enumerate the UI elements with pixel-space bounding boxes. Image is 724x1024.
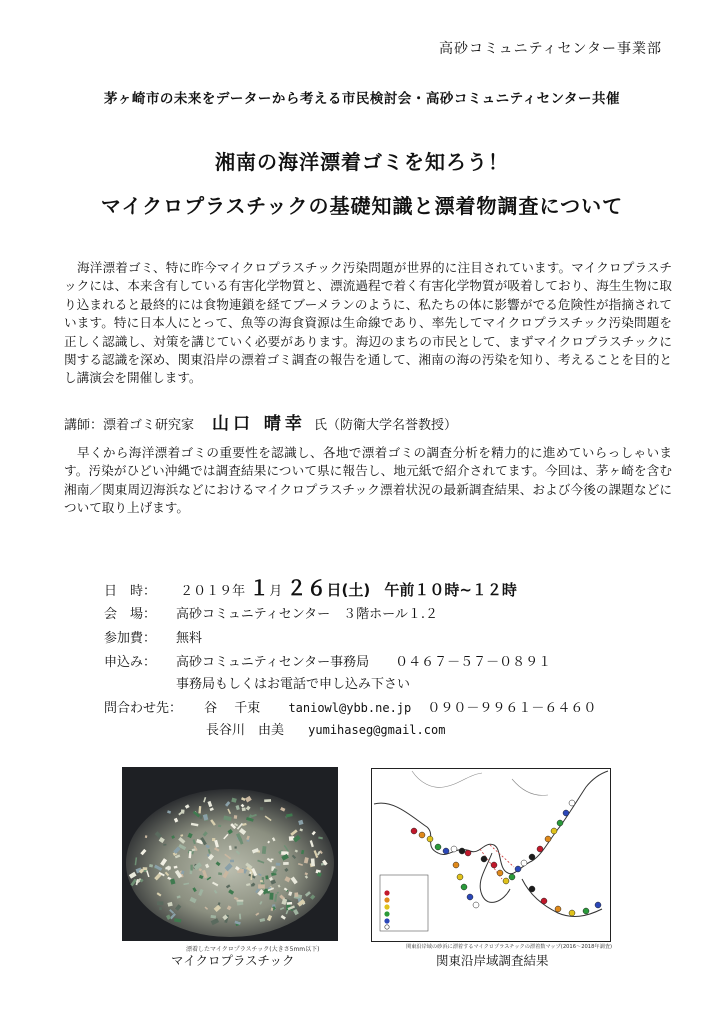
plastic-fragment bbox=[287, 902, 293, 905]
survey-marker bbox=[503, 878, 509, 884]
map-small-caption: 関東沿岸域の砂浜に漂着するマイクロプラスチックの漂着数マップ(2016～2018年調査) bbox=[406, 944, 612, 950]
plastic-fragment bbox=[143, 867, 148, 870]
plastic-fragment bbox=[276, 863, 281, 866]
plastic-fragment bbox=[234, 815, 238, 819]
survey-marker bbox=[427, 836, 433, 842]
date-day-unit: 日 bbox=[326, 581, 342, 599]
plastic-fragment bbox=[190, 865, 192, 871]
survey-marker bbox=[443, 848, 449, 854]
survey-marker bbox=[521, 860, 527, 866]
survey-marker bbox=[491, 862, 497, 868]
plastic-fragment bbox=[281, 851, 288, 855]
date-weekday: (土) bbox=[341, 581, 371, 599]
survey-marker bbox=[569, 800, 575, 806]
survey-marker bbox=[459, 848, 465, 854]
page-title: 湘南の海洋漂着ゴミを知ろう！ bbox=[215, 150, 509, 174]
plastic-fragment bbox=[283, 862, 289, 865]
contact-row-1 bbox=[104, 697, 596, 716]
plastic-fragment bbox=[163, 844, 166, 846]
plastic-fragment bbox=[157, 901, 163, 905]
survey-marker bbox=[557, 820, 563, 826]
lecturer-line bbox=[64, 409, 457, 434]
contact1-email[interactable]: taniowl@ybb.ne.jp bbox=[288, 701, 412, 715]
microplastic-photo-image bbox=[122, 767, 338, 941]
microplastic-photo bbox=[122, 767, 338, 941]
lecturer-name: 山口 晴幸 bbox=[212, 414, 306, 434]
date-day: ２６ bbox=[286, 576, 327, 600]
date-month-unit: 月 bbox=[269, 584, 283, 599]
plastic-fragment bbox=[230, 860, 234, 863]
survey-marker bbox=[569, 910, 575, 916]
lecturer-prefix: 講師：漂着ゴミ研究家 bbox=[64, 418, 195, 433]
page-subtitle: マイクロプラスチックの基礎知識と漂着物調査について bbox=[100, 194, 624, 218]
survey-map-image bbox=[372, 769, 610, 941]
survey-marker bbox=[461, 884, 467, 890]
survey-marker bbox=[595, 902, 601, 908]
date-label: 日 時： bbox=[104, 584, 157, 599]
survey-marker bbox=[451, 846, 457, 852]
plastic-fragment bbox=[258, 884, 265, 888]
event-date bbox=[104, 572, 517, 601]
contact-row-2 bbox=[206, 719, 445, 738]
survey-marker bbox=[497, 870, 503, 876]
fee-value: 無料 bbox=[176, 631, 203, 646]
contact2-name: 長谷川 由美 bbox=[206, 723, 285, 738]
plastic-fragment bbox=[262, 846, 267, 854]
plastic-fragment bbox=[311, 858, 315, 866]
contact2-email[interactable]: yumihaseg@gmail.com bbox=[308, 723, 446, 737]
contact1-name: 谷 千束 bbox=[204, 701, 261, 716]
survey-marker bbox=[467, 894, 473, 900]
profile-paragraph: 早くから海洋漂着ゴミの重要性を認識し、各地で漂着ゴミの調査分析を精力的に進めていらっしゃいます。汚染がひどい沖縄では調査結果について県に報告し、地元紙で紹介されてます。今回は、茅ヶ崎を含む湘南／関東周辺海浜などにおけるマイクロプラスチック漂着状況の最新調査結果、および今後の課題などについて取り上げます。 bbox=[64, 445, 672, 516]
survey-marker bbox=[529, 886, 535, 892]
survey-map bbox=[371, 768, 611, 942]
date-month: １ bbox=[249, 576, 270, 600]
survey-marker bbox=[465, 850, 471, 856]
plastic-fragment bbox=[294, 892, 298, 897]
photo-small-caption: 漂着したマイクロプラスチック(大きさ5mm以下) bbox=[186, 946, 320, 953]
survey-marker bbox=[457, 874, 463, 880]
plastic-fragment bbox=[242, 807, 246, 811]
lecturer-suffix: 氏（防衛大学名誉教授） bbox=[313, 418, 457, 433]
apply-label: 申込み： bbox=[104, 655, 157, 670]
plastic-fragment bbox=[269, 893, 273, 900]
survey-marker bbox=[481, 856, 487, 862]
organizer-line: 高砂コミュニティセンター事業部 bbox=[438, 41, 662, 57]
apply-row bbox=[104, 651, 551, 670]
survey-marker bbox=[435, 844, 441, 850]
contact1-phone: ０９０－９９６１－６４６０ bbox=[427, 701, 597, 716]
survey-marker bbox=[537, 846, 543, 852]
survey-marker bbox=[515, 866, 521, 872]
plastic-fragment bbox=[264, 799, 271, 802]
cohost-line: 茅ヶ崎市の未来をデーターから考える市民検討会・高砂コミュニティセンター共催 bbox=[103, 91, 621, 107]
survey-marker bbox=[583, 908, 589, 914]
photo-caption: マイクロプラスチック bbox=[171, 953, 295, 968]
survey-marker bbox=[411, 828, 417, 834]
plastic-fragment bbox=[235, 846, 237, 848]
plastic-fragment bbox=[218, 825, 221, 828]
venue-value: 高砂コミュニティセンター ３階ホール１.２ bbox=[176, 607, 439, 622]
plastic-fragment bbox=[260, 807, 263, 810]
survey-marker bbox=[419, 832, 425, 838]
plastic-fragment bbox=[159, 907, 162, 910]
survey-marker bbox=[551, 828, 557, 834]
venue-label: 会 場： bbox=[104, 607, 157, 622]
fee-label: 参加費： bbox=[104, 631, 157, 646]
survey-marker bbox=[555, 906, 561, 912]
contact-label: 問合わせ先： bbox=[104, 701, 183, 716]
apply-note: 事務局もしくはお電話で申し込み下さい bbox=[176, 677, 411, 692]
survey-marker bbox=[509, 874, 515, 880]
map-caption: 関東沿岸域調査結果 bbox=[436, 953, 549, 968]
intro-paragraph: 海洋漂着ゴミ、特に昨今マイクロプラスチック汚染問題が世界的に注目されています。マイクロプラスチックには、本来含有している有害化学物質と、漂流過程で着く有害化学物質が吸着しており、海生生物に取り込まれると最終的には食物連鎖を経てブーメランのように、私たちの体に影響がでる危険性が指摘されています。特に日本人にとって、魚等の海食資源は生命線であり、率先してマイクロプラスチック汚染問題を正しく認識し、対策を講じていく必要があります。海辺のまちの市民として、まずマイクロプラスチックに関する認識を深め、関東沿岸の漂着ゴミ調査の報告を通して、湘南の海の汚染を知り、考えることを目的とし講演会を開催します。 bbox=[64, 260, 672, 386]
survey-marker bbox=[473, 902, 479, 908]
apply-value: 高砂コミュニティセンター事務局 ０４６７－５７－０８９１ bbox=[176, 655, 552, 670]
survey-marker bbox=[529, 854, 535, 860]
date-time: 午前１０時~１２時 bbox=[384, 581, 517, 599]
survey-marker bbox=[545, 836, 551, 842]
survey-marker bbox=[541, 898, 547, 904]
venue-row bbox=[104, 603, 438, 622]
plastic-fragment bbox=[271, 858, 274, 860]
survey-marker bbox=[453, 862, 459, 868]
survey-marker bbox=[563, 810, 569, 816]
plastic-fragment bbox=[265, 875, 268, 879]
date-year: ２０１９年 bbox=[180, 584, 246, 599]
fee-row bbox=[104, 627, 202, 646]
